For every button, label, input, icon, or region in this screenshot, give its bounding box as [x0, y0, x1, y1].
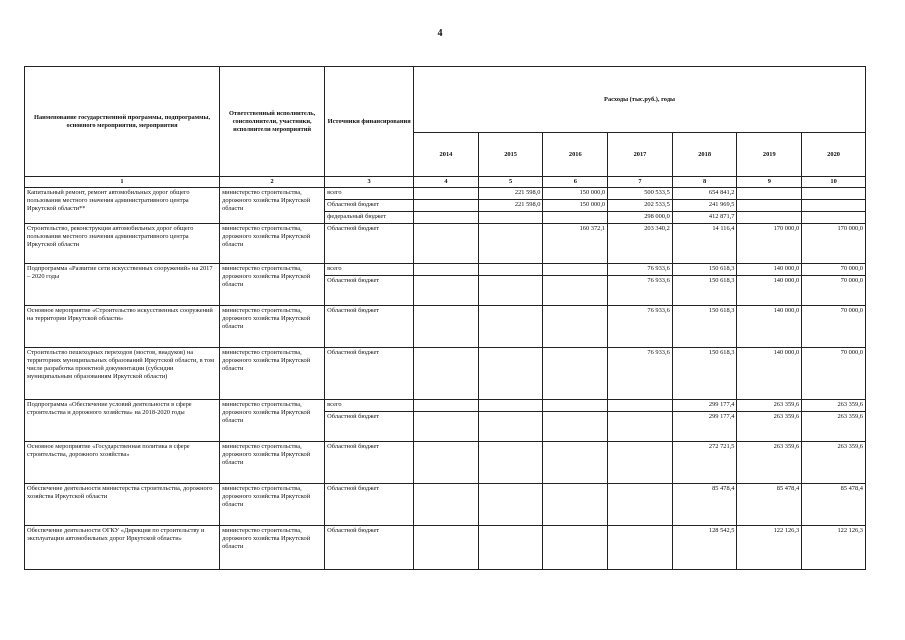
table-row	[25, 224, 866, 264]
expense-2020: 70 000,0	[802, 348, 866, 400]
expense-2018: 654 841,2	[672, 188, 737, 200]
column-number: 5	[478, 177, 543, 188]
expense-2016: 150 000,0	[543, 200, 608, 212]
program-name: Подпрограмма «Обеспечение условий деятельности в сфере строительства и дорожного хозяйства» на 2018-2020 годы	[25, 400, 220, 442]
expense-2019: 85 478,4	[737, 484, 802, 526]
expense-2019	[737, 200, 802, 212]
expense-2015	[478, 212, 543, 224]
header-year-2017: 2017	[608, 133, 673, 177]
expense-2015	[478, 412, 543, 442]
expense-2019: 140 000,0	[737, 276, 802, 306]
expense-2017: 76 933,6	[608, 306, 673, 348]
expense-2020: 263 359,6	[802, 400, 866, 412]
expense-2014	[414, 200, 479, 212]
executor: министерство строительства, дорожного хозяйства Иркутской области	[220, 348, 325, 400]
expense-2014	[414, 188, 479, 200]
executor: министерство строительства, дорожного хозяйства Иркутской области	[220, 442, 325, 484]
expense-2015	[478, 526, 543, 570]
expense-2018: 299 177,4	[672, 412, 737, 442]
expense-2016	[543, 442, 608, 484]
expense-2015	[478, 348, 543, 400]
expense-2016	[543, 412, 608, 442]
expense-2017	[608, 412, 673, 442]
expense-2019: 170 000,0	[737, 224, 802, 264]
header-year-2020: 2020	[802, 133, 866, 177]
expense-2017: 202 533,5	[608, 200, 673, 212]
expense-2020: 70 000,0	[802, 264, 866, 276]
expense-2018: 128 542,5	[672, 526, 737, 570]
expense-2020: 263 359,6	[802, 442, 866, 484]
expense-2019: 263 359,6	[737, 400, 802, 412]
expense-2017: 76 933,6	[608, 264, 673, 276]
column-number: 4	[414, 177, 479, 188]
expense-2018: 241 969,5	[672, 200, 737, 212]
program-name: Основное мероприятие «Строительство искусственных сооружений на территории Иркутской области»	[25, 306, 220, 348]
table-row	[25, 442, 866, 484]
table-row	[25, 306, 866, 348]
expense-2016	[543, 264, 608, 276]
expense-2015	[478, 442, 543, 484]
expense-2020: 170 000,0	[802, 224, 866, 264]
funding-source: Областной бюджет	[325, 526, 414, 570]
header-year-2014: 2014	[414, 133, 479, 177]
table-row	[25, 264, 866, 276]
expense-2015	[478, 276, 543, 306]
column-number: 6	[543, 177, 608, 188]
expense-2020: 70 000,0	[802, 306, 866, 348]
expense-2017	[608, 400, 673, 412]
column-number: 9	[737, 177, 802, 188]
expense-2017	[608, 442, 673, 484]
expense-2014	[414, 400, 479, 412]
header-expenses: Расходы (тыс.руб.), годы	[414, 67, 866, 133]
expense-2015: 221 598,0	[478, 188, 543, 200]
expense-2019	[737, 212, 802, 224]
table-row	[25, 400, 866, 412]
funding-source: Областной бюджет	[325, 442, 414, 484]
funding-source: федеральный бюджет	[325, 212, 414, 224]
expense-2020	[802, 212, 866, 224]
header-year-2018: 2018	[672, 133, 737, 177]
expense-2017: 500 533,5	[608, 188, 673, 200]
column-number: 1	[25, 177, 220, 188]
expense-2020	[802, 200, 866, 212]
executor: министерство строительства, дорожного хозяйства Иркутской области	[220, 306, 325, 348]
executor: министерство строительства, дорожного хозяйства Иркутской области	[220, 526, 325, 570]
column-number: 10	[802, 177, 866, 188]
executor: министерство строительства, дорожного хозяйства Иркутской области	[220, 400, 325, 442]
column-number: 8	[672, 177, 737, 188]
expense-2018: 299 177,4	[672, 400, 737, 412]
expense-2018: 14 116,4	[672, 224, 737, 264]
expense-2020: 122 126,3	[802, 526, 866, 570]
expense-2018: 412 871,7	[672, 212, 737, 224]
page-number: 4	[437, 28, 443, 39]
expense-2017: 76 933,6	[608, 276, 673, 306]
funding-source: Областной бюджет	[325, 412, 414, 442]
expense-2018: 150 618,3	[672, 276, 737, 306]
expense-2020	[802, 188, 866, 200]
expense-2014	[414, 212, 479, 224]
expense-2014	[414, 412, 479, 442]
program-name: Подпрограмма «Развитие сети искусственных сооружений» на 2017 – 2020 годы	[25, 264, 220, 306]
expense-2014	[414, 348, 479, 400]
table-row	[25, 188, 866, 200]
expense-2015	[478, 400, 543, 412]
expense-2016	[543, 484, 608, 526]
expense-2018: 272 721,5	[672, 442, 737, 484]
funding-source: Областной бюджет	[325, 484, 414, 526]
expense-2019: 140 000,0	[737, 348, 802, 400]
column-number: 7	[608, 177, 673, 188]
expense-2017	[608, 484, 673, 526]
expense-2015: 221 598,0	[478, 200, 543, 212]
funding-source: Областной бюджет	[325, 348, 414, 400]
program-name: Обеспечение деятельности ОГКУ «Дирекция по строительству и эксплуатации автомобильных дорог Иркутской области»	[25, 526, 220, 570]
expense-2015	[478, 264, 543, 276]
funding-source: Областной бюджет	[325, 276, 414, 306]
executor: министерство строительства, дорожного хозяйства Иркутской области	[220, 484, 325, 526]
funding-source: всего	[325, 264, 414, 276]
header-year-2016: 2016	[543, 133, 608, 177]
column-number: 2	[220, 177, 325, 188]
expense-2017: 203 340,2	[608, 224, 673, 264]
funding-source: Областной бюджет	[325, 306, 414, 348]
expense-2016	[543, 348, 608, 400]
expense-2014	[414, 264, 479, 276]
expense-2019: 263 359,6	[737, 442, 802, 484]
expense-2016	[543, 400, 608, 412]
program-name: Основное мероприятие «Государственная политика в сфере строительства, дорожного хозяйства»	[25, 442, 220, 484]
header-source: Источники финансирования	[325, 67, 414, 177]
expense-2016	[543, 212, 608, 224]
table-row	[25, 484, 866, 526]
expense-2018: 150 618,3	[672, 306, 737, 348]
expense-2019: 263 359,6	[737, 412, 802, 442]
expense-2015	[478, 484, 543, 526]
header-executor: Ответственный исполнитель, соисполнители, участники, исполнители мероприятий	[220, 67, 325, 177]
expense-2020: 70 000,0	[802, 276, 866, 306]
expense-2018: 150 618,3	[672, 348, 737, 400]
header-program: Наименование государственной программы, подпрограммы, основного мероприятия, мероприятия	[25, 67, 220, 177]
funding-source: всего	[325, 400, 414, 412]
expense-2014	[414, 306, 479, 348]
funding-source: Областной бюджет	[325, 224, 414, 264]
expense-2019: 140 000,0	[737, 306, 802, 348]
expense-2017	[608, 526, 673, 570]
expense-2016	[543, 526, 608, 570]
program-name: Обеспечение деятельности министерства строительства, дорожного хозяйства Иркутской области	[25, 484, 220, 526]
funding-source: всего	[325, 188, 414, 200]
executor: министерство строительства, дорожного хозяйства Иркутской области	[220, 224, 325, 264]
expense-2016	[543, 306, 608, 348]
program-name: Строительство пешеходных переходов (мостов, виадуков) на территориях муниципальных образований Иркутской области, в том числе разработка проектной документации (субсидии муниципальным образованиям Иркутской области)	[25, 348, 220, 400]
column-number: 3	[325, 177, 414, 188]
budget-table	[24, 66, 866, 570]
expense-2020: 85 478,4	[802, 484, 866, 526]
program-name: Строительство, реконструкция автомобильных дорог общего пользования местного значения административного центра Иркутской области	[25, 224, 220, 264]
expense-2014	[414, 276, 479, 306]
expense-2015	[478, 224, 543, 264]
expense-2019: 122 126,3	[737, 526, 802, 570]
expense-2020: 263 359,6	[802, 412, 866, 442]
expense-2016	[543, 276, 608, 306]
header-year-2019: 2019	[737, 133, 802, 177]
table-row	[25, 348, 866, 400]
expense-2016: 150 000,0	[543, 188, 608, 200]
expense-2014	[414, 442, 479, 484]
expense-2018: 150 618,3	[672, 264, 737, 276]
header-year-2015: 2015	[478, 133, 543, 177]
expense-2014	[414, 526, 479, 570]
expense-2014	[414, 224, 479, 264]
expense-2016: 160 372,1	[543, 224, 608, 264]
table-row	[25, 526, 866, 570]
executor: министерство строительства, дорожного хозяйства Иркутской области	[220, 264, 325, 306]
executor: министерство строительства, дорожного хозяйства Иркутской области	[220, 188, 325, 224]
expense-2019	[737, 188, 802, 200]
expense-2015	[478, 306, 543, 348]
expense-2017: 298 000,0	[608, 212, 673, 224]
expense-2018: 85 478,4	[672, 484, 737, 526]
expense-2019: 140 000,0	[737, 264, 802, 276]
program-name: Капитальный ремонт, ремонт автомобильных дорог общего пользования местного значения административного центра Иркутской области**	[25, 188, 220, 224]
expense-2017: 76 933,6	[608, 348, 673, 400]
funding-source: Областной бюджет	[325, 200, 414, 212]
expense-2014	[414, 484, 479, 526]
